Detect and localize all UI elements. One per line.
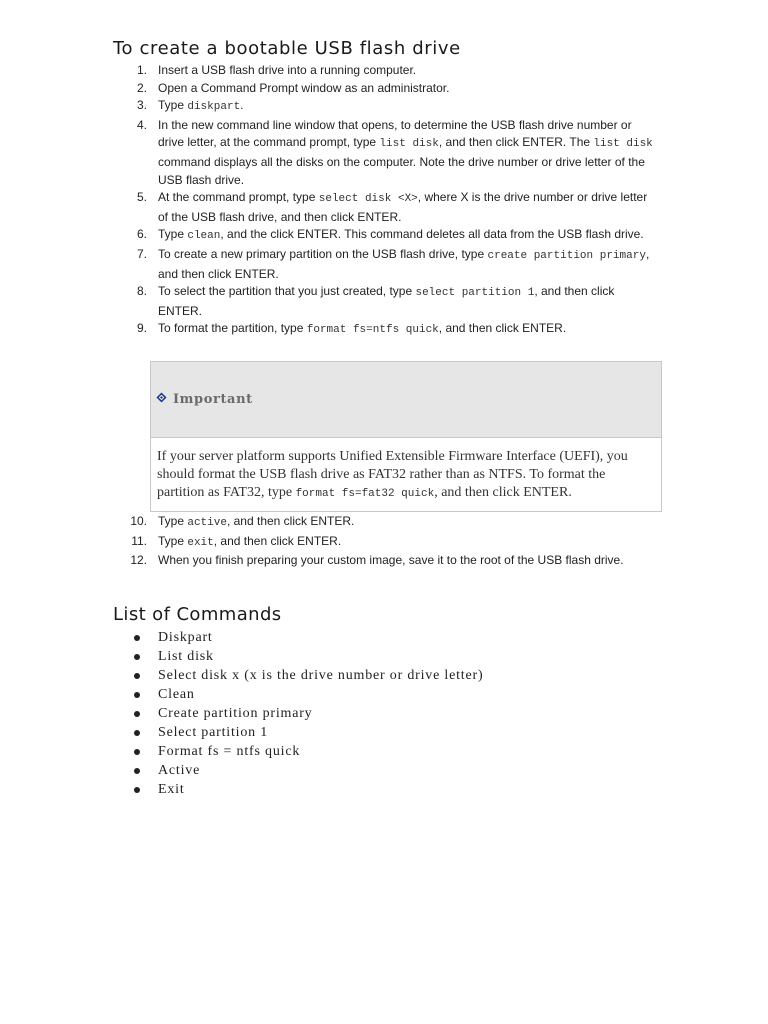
step-number: 10. bbox=[130, 514, 147, 528]
text-run: , and then click ENTER. bbox=[438, 321, 567, 336]
text-run: Type bbox=[158, 533, 188, 548]
important-header bbox=[151, 362, 661, 438]
step-number: 9. bbox=[136, 321, 147, 336]
command-label: Diskpart bbox=[158, 630, 213, 645]
text-run: , and then click ENTER. bbox=[434, 485, 572, 501]
command-item bbox=[0, 780, 483, 799]
step-item bbox=[0, 283, 658, 320]
command-item bbox=[0, 723, 483, 742]
inline-code: format fs=ntfs quick bbox=[306, 324, 439, 337]
step-number: 5. bbox=[136, 190, 147, 205]
important-title: Important bbox=[173, 392, 253, 407]
text-run: , and then click ENTER. bbox=[213, 533, 342, 548]
text-run: , and then click ENTER. bbox=[158, 284, 615, 318]
step-number: 1. bbox=[136, 63, 147, 77]
step-item bbox=[0, 189, 658, 226]
text-run: To select the partition that you just created, type bbox=[158, 284, 416, 299]
bullet-icon bbox=[134, 673, 140, 679]
text-run: In the new command line window that opens, to determine the USB flash drive number or drive letter, at the command prompt, type bbox=[158, 117, 632, 150]
step-item bbox=[0, 80, 658, 98]
bullet-icon bbox=[134, 730, 140, 736]
text-run: Insert a USB flash drive into a running computer. bbox=[158, 63, 417, 77]
step-number: 12. bbox=[130, 553, 147, 568]
command-label: Clean bbox=[158, 687, 195, 702]
command-item bbox=[0, 761, 483, 780]
step-item bbox=[0, 552, 658, 570]
command-label: Format fs = ntfs quick bbox=[158, 744, 301, 759]
step-item bbox=[0, 513, 658, 533]
bullet-icon bbox=[134, 768, 140, 774]
bullet-icon bbox=[134, 654, 140, 660]
step-item bbox=[0, 62, 658, 80]
step-item bbox=[0, 246, 658, 283]
inline-code: clean bbox=[187, 230, 221, 243]
text-run: To create a new primary partition on the USB flash drive, type bbox=[158, 246, 488, 261]
commands-heading: List of Commands bbox=[113, 604, 282, 625]
text-run: , where X is the drive number or drive letter of the USB flash drive, and then click ENTER. bbox=[158, 190, 648, 224]
text-run: , and the click ENTER. This command deletes all data from the USB flash drive. bbox=[220, 227, 644, 242]
step-number: 6. bbox=[136, 227, 147, 242]
command-item bbox=[0, 647, 483, 666]
step-item bbox=[0, 97, 658, 117]
text-run: When you finish preparing your custom image, save it to the root of the USB flash drive. bbox=[158, 553, 624, 568]
step-number: 4. bbox=[136, 117, 147, 132]
command-item bbox=[0, 666, 483, 685]
text-run: Type bbox=[158, 227, 188, 242]
inline-code: select partition 1 bbox=[415, 287, 535, 300]
command-item bbox=[0, 628, 483, 647]
command-label: Select disk x (x is the drive number or drive letter) bbox=[158, 668, 484, 683]
commands-list bbox=[0, 628, 483, 799]
diamond-icon bbox=[156, 392, 167, 403]
text-run: If your server platform supports Unified Extensible Firmware Interface (UEFI), you should format the USB flash drive as FAT32 rather than as NTFS. To format the partition as FAT32, type bbox=[157, 449, 628, 501]
bullet-icon bbox=[134, 692, 140, 698]
important-callout bbox=[150, 361, 662, 512]
text-run: At the command prompt, type bbox=[158, 190, 319, 205]
step-item bbox=[0, 117, 658, 189]
text-run: . bbox=[240, 98, 244, 113]
command-label: Exit bbox=[158, 782, 185, 797]
step-number: 3. bbox=[136, 98, 147, 113]
step-number: 11. bbox=[131, 533, 147, 548]
command-item bbox=[0, 704, 483, 723]
inline-code: diskpart bbox=[187, 101, 241, 114]
inline-code: list disk bbox=[379, 138, 439, 151]
text-run: To format the partition, type bbox=[158, 321, 307, 336]
step-item bbox=[0, 320, 658, 340]
command-label: Create partition primary bbox=[158, 706, 313, 721]
inline-code: active bbox=[187, 517, 227, 529]
steps-list-continued bbox=[0, 513, 768, 570]
command-label: Select partition 1 bbox=[158, 725, 269, 740]
inline-code: select disk <X> bbox=[318, 193, 418, 206]
text-run: , and then click ENTER. The bbox=[438, 135, 594, 150]
inline-code: list disk bbox=[593, 138, 653, 151]
command-label: Active bbox=[158, 763, 201, 778]
text-run: Open a Command Prompt window as an administrator. bbox=[158, 80, 450, 95]
command-item bbox=[0, 685, 483, 704]
bullet-icon bbox=[134, 711, 140, 717]
bullet-icon bbox=[134, 787, 140, 793]
command-item bbox=[0, 742, 483, 761]
step-item bbox=[0, 533, 658, 553]
command-label: List disk bbox=[158, 649, 214, 664]
inline-code: format fs=fat32 quick bbox=[295, 488, 435, 501]
inline-code: create partition primary bbox=[487, 249, 646, 262]
step-number: 2. bbox=[136, 80, 147, 95]
text-run: , and then click ENTER. bbox=[226, 514, 355, 528]
step-number: 7. bbox=[136, 246, 147, 261]
text-run: Type bbox=[158, 514, 188, 528]
step-number: 8. bbox=[136, 284, 147, 299]
bullet-icon bbox=[134, 635, 140, 641]
inline-code: exit bbox=[187, 536, 214, 549]
page-title: To create a bootable USB flash drive bbox=[113, 38, 461, 59]
important-body bbox=[151, 438, 661, 504]
text-run: command displays all the disks on the computer. Note the drive number or drive letter of the USB flash drive. bbox=[158, 154, 645, 187]
steps-list bbox=[0, 62, 768, 340]
bullet-icon bbox=[134, 749, 140, 755]
step-item bbox=[0, 226, 658, 246]
text-run: Type bbox=[158, 98, 188, 113]
text-run: , and then click ENTER. bbox=[158, 246, 650, 281]
